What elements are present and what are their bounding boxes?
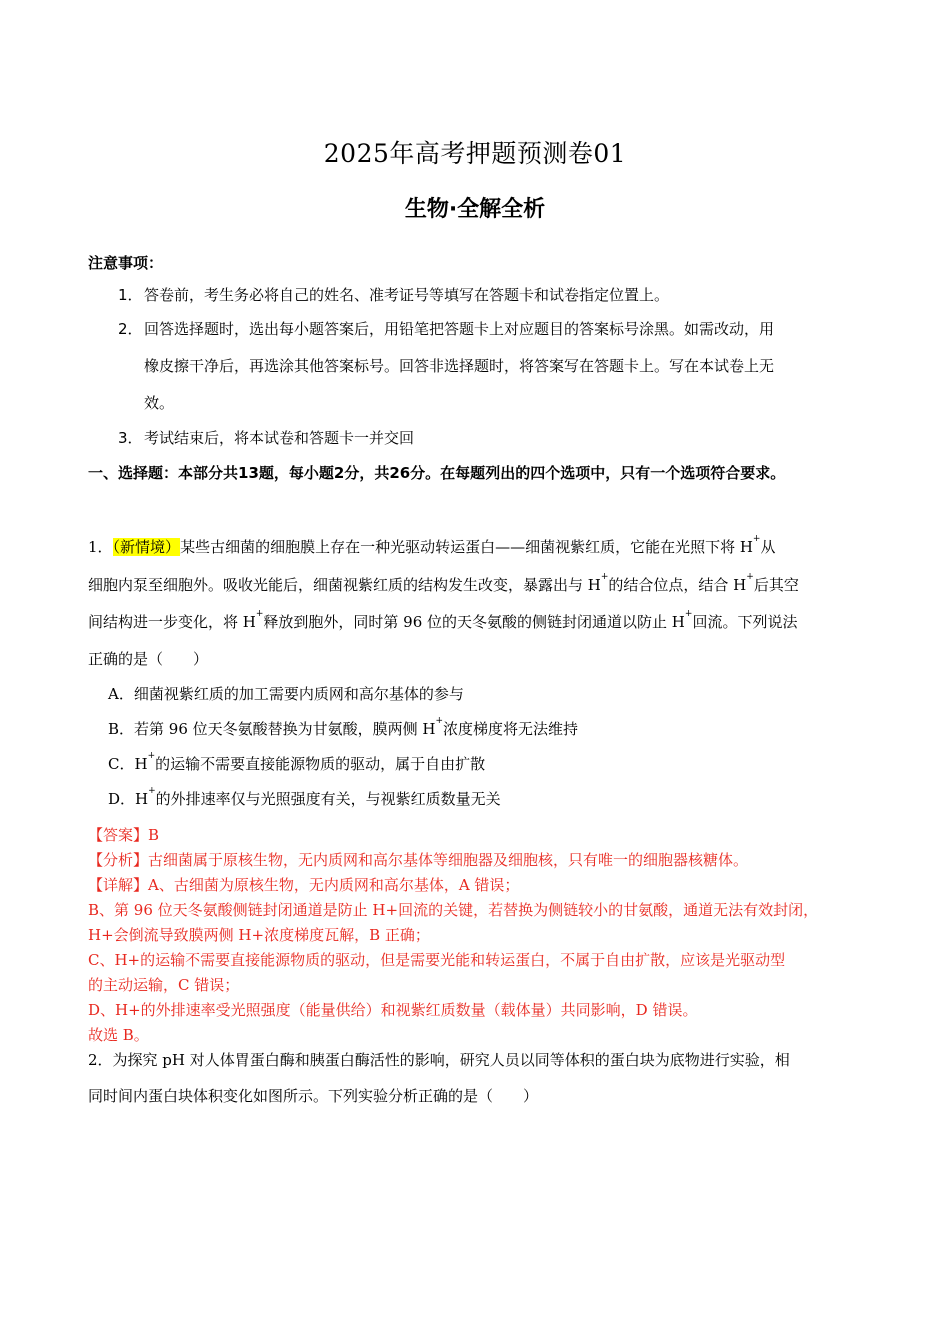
option-text: A．细菌视紫红质的加工需要内质网和高尔基体的参与 (108, 685, 464, 703)
notice-item-text: 考试结束后，将本试卷和答题卡一并交回 (144, 429, 415, 447)
option-c (108, 753, 868, 774)
option-text: D．H (108, 790, 149, 808)
section-heading: 一、选择题：本部分共13题，每小题2分，共26分。在每题列出的四个选项中，只有一个选项符合要求。 (88, 464, 786, 482)
question-text: 从 (760, 538, 776, 556)
question-text: 后其空 (753, 576, 799, 594)
option-b (108, 718, 868, 739)
option-a (108, 683, 868, 704)
superscript: + (684, 609, 693, 619)
new-context-tag: （新情境） (112, 538, 181, 556)
notice-item-3 (118, 420, 878, 457)
notice-item-number: 1． (118, 286, 143, 304)
question-text: 细胞内泵至细胞外。吸收光能后，细菌视紫红质的结构发生改变，暴露出与 H (88, 576, 601, 594)
option-text: B．若第 96 位天冬氨酸替换为甘氨酸，膜两侧 H (108, 720, 436, 738)
notice-heading: 注意事项： (88, 254, 164, 272)
detail-line-1: 【详解】A、古细菌为原核生物，无内质网和高尔基体，A 错误； (88, 876, 520, 894)
question-2-line-2: 同时间内蛋白块体积变化如图所示。下列实验分析正确的是（ ） (88, 1087, 539, 1105)
detail-line-2: B、第 96 位天冬氨酸侧链封闭通道是防止 H+回流的关键，若替换为侧链较小的甘氨酸，通道无法有效封闭， (88, 901, 819, 919)
superscript: + (147, 751, 156, 761)
notice-item-number: 2． (118, 320, 143, 338)
option-text: 的运输不需要直接能源物质的驱动，属于自由扩散 (155, 755, 486, 773)
question-1-line-4 (88, 648, 878, 669)
detail-line-5: 的主动运输，C 错误； (88, 976, 240, 994)
detail-line-3: H+会倒流导致膜两侧 H+浓度梯度瓦解，B 正确； (88, 926, 430, 944)
notice-item-1 (118, 277, 878, 314)
conclusion-line: 故选 B。 (88, 1026, 149, 1044)
superscript: + (148, 786, 156, 796)
notice-item-number: 3． (118, 429, 143, 447)
question-text: 回流。下列说法 (692, 613, 798, 631)
question-1-line-1 (88, 536, 878, 557)
option-text: 浓度梯度将无法维持 (443, 720, 579, 738)
superscript: + (746, 572, 754, 582)
superscript: + (435, 716, 444, 726)
page-title: 2025年高考押题预测卷01 (323, 139, 627, 168)
option-text: C．H (108, 755, 148, 773)
question-text: 某些古细菌的细胞膜上存在一种光驱动转运蛋白——细菌视紫红质，它能在光照下将 H (180, 538, 753, 556)
question-1-line-3 (88, 611, 878, 632)
detail-line-4: C、H+的运输不需要直接能源物质的驱动，但是需要光能和转运蛋白，不属于自由扩散，应该是光驱动型 (88, 951, 786, 969)
question-text: 间结构进一步变化，将 H (88, 613, 256, 631)
answer-line: 【答案】B (88, 826, 160, 844)
option-text: 的外排速率仅与光照强度有关，与视紫红质数量无关 (155, 790, 501, 808)
question-text: 正确的是（ ） (88, 650, 209, 668)
notice-item-text: 答卷前，考生务必将自己的姓名、准考证号等填写在答题卡和试卷指定位置上。 (144, 286, 670, 304)
option-d (108, 788, 868, 809)
detail-line-6: D、H+的外排速率受光照强度（能量供给）和视紫红质数量（载体量）共同影响，D 错误。 (88, 1001, 698, 1019)
notice-item-text: 回答选择题时，选出每小题答案后，用铅笔把答题卡上对应题目的答案标号涂黑。如需改动，用 (144, 320, 775, 338)
notice-item-text-cont: 效。 (144, 394, 175, 412)
question-text: 释放到胞外，同时第 96 位的天冬氨酸的侧链封闭通道以防止 H (263, 613, 685, 631)
question-2-line-1: 2．为探究 pH 对人体胃蛋白酶和胰蛋白酶活性的影响，研究人员以同等体积的蛋白块为底物进行实验，相 (88, 1051, 790, 1069)
page-subtitle: 生物·全解全析 (404, 197, 546, 222)
question-1-line-2 (88, 574, 878, 595)
superscript: + (600, 572, 609, 582)
notice-item-2 (118, 311, 878, 422)
question-text: 的结合位点，结合 H (608, 576, 747, 594)
notice-item-text-cont: 橡皮擦干净后，再选涂其他答案标号。回答非选择题时，将答案写在答题卡上。写在本试卷上无 (144, 357, 775, 375)
superscript: + (752, 534, 761, 544)
analysis-line: 【分析】古细菌属于原核生物，无内质网和高尔基体等细胞器及细胞核，只有唯一的细胞器核糖体。 (88, 851, 749, 869)
superscript: + (255, 609, 264, 619)
question-number: 1． (88, 538, 113, 556)
